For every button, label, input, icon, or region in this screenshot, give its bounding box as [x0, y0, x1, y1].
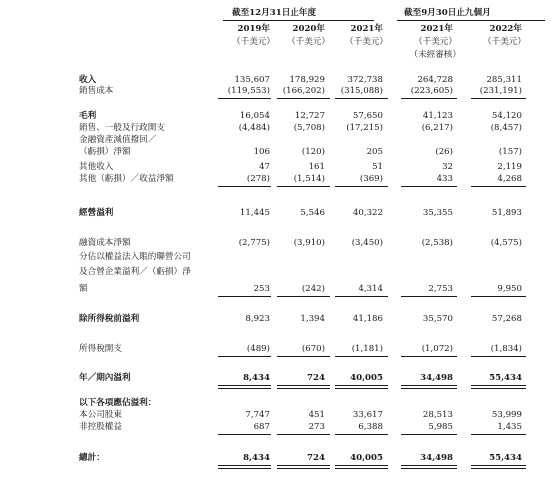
year-header-3: 2021年 [350, 24, 383, 34]
value-cell: 32 [442, 162, 453, 172]
value-cell: 5,985 [428, 422, 453, 432]
subtotal-rule [471, 186, 526, 187]
value-cell: (2,775) [238, 238, 270, 248]
value-cell: (120) [301, 147, 325, 157]
value-cell: 8,434 [243, 373, 270, 383]
value-cell: 451 [308, 410, 325, 420]
value-cell: 724 [307, 373, 325, 383]
value-cell: (157) [498, 147, 522, 157]
subtotal-rule [277, 186, 330, 187]
row-label-income-tax: 所得稅開支 [79, 344, 122, 354]
row-label-other-income: 其他收入 [79, 162, 114, 172]
subtotal-rule [335, 186, 388, 187]
subtotal-rule [401, 98, 457, 99]
unit-label-3: （千美元） [345, 37, 388, 47]
subtotal-rule [401, 296, 457, 297]
total-double-rule [471, 465, 526, 469]
subtotal-rule [335, 434, 388, 435]
row-label-profit-for-period: 年／期內溢利 [79, 373, 131, 383]
value-cell: 51 [372, 162, 383, 172]
value-cell: 33,617 [352, 410, 383, 420]
value-cell: (5,708) [293, 123, 325, 133]
row-label-gross-profit: 毛利 [79, 111, 97, 121]
value-cell: (3,910) [293, 238, 325, 248]
value-cell: (369) [359, 174, 383, 184]
subtotal-rule [218, 356, 271, 357]
total-double-rule [335, 385, 388, 389]
subtotal-rule [218, 186, 271, 187]
row-label-non-controlling: 非控股權益 [79, 422, 122, 432]
value-cell: 40,005 [350, 453, 383, 463]
subtotal-rule [218, 98, 271, 99]
row-label-other-gains: 其他（虧損）／收益淨額 [79, 174, 174, 184]
row-label-revenue: 收入 [79, 75, 97, 85]
value-cell: (489) [246, 344, 270, 354]
subtotal-rule [471, 98, 526, 99]
value-cell: (4,575) [490, 238, 522, 248]
subtotal-rule [277, 434, 330, 435]
value-cell: 724 [307, 453, 325, 463]
value-cell: (8,457) [490, 123, 522, 133]
subtotal-rule [218, 434, 271, 435]
value-cell: (1,514) [293, 174, 325, 184]
value-cell: 53,999 [491, 410, 522, 420]
row-label-share-line3: 額 [79, 284, 88, 294]
year-header-4: 2021年 [420, 24, 453, 34]
period-header-nine-months: 截至9月30日止九個月 [404, 8, 491, 18]
total-double-rule [218, 465, 271, 469]
value-cell: 16,054 [239, 111, 270, 121]
total-double-rule [335, 465, 388, 469]
subtotal-rule [401, 356, 457, 357]
subtotal-rule [277, 296, 330, 297]
value-cell: (17,215) [346, 123, 383, 133]
row-label-attributable-to: 以下各項應佔溢利： [79, 398, 157, 408]
value-cell: (1,072) [421, 344, 453, 354]
row-label-sga: 銷售、一般及行政開支 [79, 123, 165, 133]
value-cell: (119,553) [227, 86, 270, 96]
row-label-finance-costs: 融資成本淨額 [79, 238, 131, 248]
subtotal-rule [401, 186, 457, 187]
header-rule-years [223, 20, 374, 21]
value-cell: 41,186 [352, 314, 383, 324]
value-cell: 12,727 [294, 111, 325, 121]
row-label-shareholders: 本公司股東 [79, 410, 122, 420]
unit-label-2: （千美元） [287, 37, 330, 47]
row-label-share-line1: 分佔以權益法入賬的聯營公司 [79, 252, 191, 262]
value-cell: 1,394 [300, 314, 325, 324]
value-cell: (223,605) [410, 86, 453, 96]
value-cell: (670) [301, 344, 325, 354]
value-cell: 5,546 [300, 208, 325, 218]
value-cell: 57,268 [491, 314, 522, 324]
unaudited-label: （未經審核） [409, 50, 461, 60]
subtotal-rule [277, 356, 330, 357]
value-cell: 28,513 [422, 410, 453, 420]
subtotal-rule [335, 98, 388, 99]
total-double-rule [471, 385, 526, 389]
value-cell: 1,435 [497, 422, 522, 432]
value-cell: 57,650 [352, 111, 383, 121]
value-cell: (278) [246, 174, 270, 184]
value-cell: 273 [308, 422, 325, 432]
value-cell: 2,753 [428, 284, 453, 294]
value-cell: 34,498 [420, 453, 453, 463]
value-cell: 8,923 [245, 314, 270, 324]
value-cell: (4,484) [238, 123, 270, 133]
value-cell: (6,217) [421, 123, 453, 133]
value-cell: (242) [301, 284, 325, 294]
value-cell: 2,119 [497, 162, 522, 172]
row-label-total: 總計： [79, 453, 105, 463]
value-cell: 135,607 [234, 75, 270, 85]
value-cell: 4,268 [497, 174, 522, 184]
value-cell: 47 [259, 162, 270, 172]
value-cell: 106 [253, 147, 270, 157]
subtotal-rule [471, 434, 526, 435]
value-cell: 35,355 [422, 208, 453, 218]
total-double-rule [401, 465, 457, 469]
value-cell: 51,893 [491, 208, 522, 218]
value-cell: (1,181) [351, 344, 383, 354]
value-cell: 41,123 [422, 111, 453, 121]
value-cell: 40,322 [352, 208, 383, 218]
value-cell: 8,434 [243, 453, 270, 463]
total-double-rule [218, 385, 271, 389]
year-header-2: 2020年 [292, 24, 325, 34]
year-header-5: 2022年 [489, 24, 522, 34]
value-cell: 253 [253, 284, 270, 294]
row-label-share-line2: 及合營企業溢利／（虧損）淨 [79, 267, 191, 277]
year-header-1: 2019年 [237, 24, 270, 34]
subtotal-rule [277, 98, 330, 99]
subtotal-rule [335, 356, 388, 357]
value-cell: 161 [308, 162, 325, 172]
value-cell: 35,570 [422, 314, 453, 324]
subtotal-rule [471, 356, 526, 357]
row-label-impairment-line1: 金融資產減值撥回／ [79, 135, 157, 145]
row-label-operating-profit: 經營溢利 [79, 208, 114, 218]
total-double-rule [401, 385, 457, 389]
unit-label-1: （千美元） [232, 37, 275, 47]
value-cell: 6,388 [358, 422, 383, 432]
total-double-rule [277, 385, 330, 389]
value-cell: 178,929 [289, 75, 325, 85]
value-cell: 11,445 [239, 208, 270, 218]
value-cell: (2,538) [421, 238, 453, 248]
value-cell: (1,834) [490, 344, 522, 354]
value-cell: 433 [436, 174, 453, 184]
value-cell: 9,950 [497, 284, 522, 294]
subtotal-rule [471, 296, 526, 297]
subtotal-rule [218, 296, 271, 297]
row-label-profit-before-tax: 除所得稅前溢利 [79, 314, 140, 324]
value-cell: 205 [366, 147, 383, 157]
value-cell: 264,728 [417, 75, 453, 85]
value-cell: (166,202) [282, 86, 325, 96]
unit-label-4: （千美元） [414, 37, 457, 47]
value-cell: 285,311 [486, 75, 522, 85]
header-rule-nine-months [397, 20, 545, 21]
value-cell: (315,088) [340, 86, 383, 96]
value-cell: (26) [435, 147, 453, 157]
value-cell: (231,191) [479, 86, 522, 96]
subtotal-rule [335, 296, 388, 297]
value-cell: 55,434 [489, 373, 522, 383]
value-cell: 55,434 [489, 453, 522, 463]
row-label-impairment-line2: （虧損）淨額 [79, 147, 131, 157]
unit-label-5: （千美元） [483, 37, 526, 47]
row-label-cost-of-sales: 銷售成本 [79, 86, 114, 96]
total-double-rule [277, 465, 330, 469]
subtotal-rule [401, 434, 457, 435]
value-cell: 7,747 [245, 410, 270, 420]
value-cell: 40,005 [350, 373, 383, 383]
value-cell: (3,450) [351, 238, 383, 248]
value-cell: 687 [253, 422, 270, 432]
value-cell: 4,314 [358, 284, 383, 294]
period-header-years: 截至12月31日止年度 [232, 8, 317, 18]
value-cell: 372,738 [347, 75, 383, 85]
value-cell: 34,498 [420, 373, 453, 383]
value-cell: 54,120 [491, 111, 522, 121]
